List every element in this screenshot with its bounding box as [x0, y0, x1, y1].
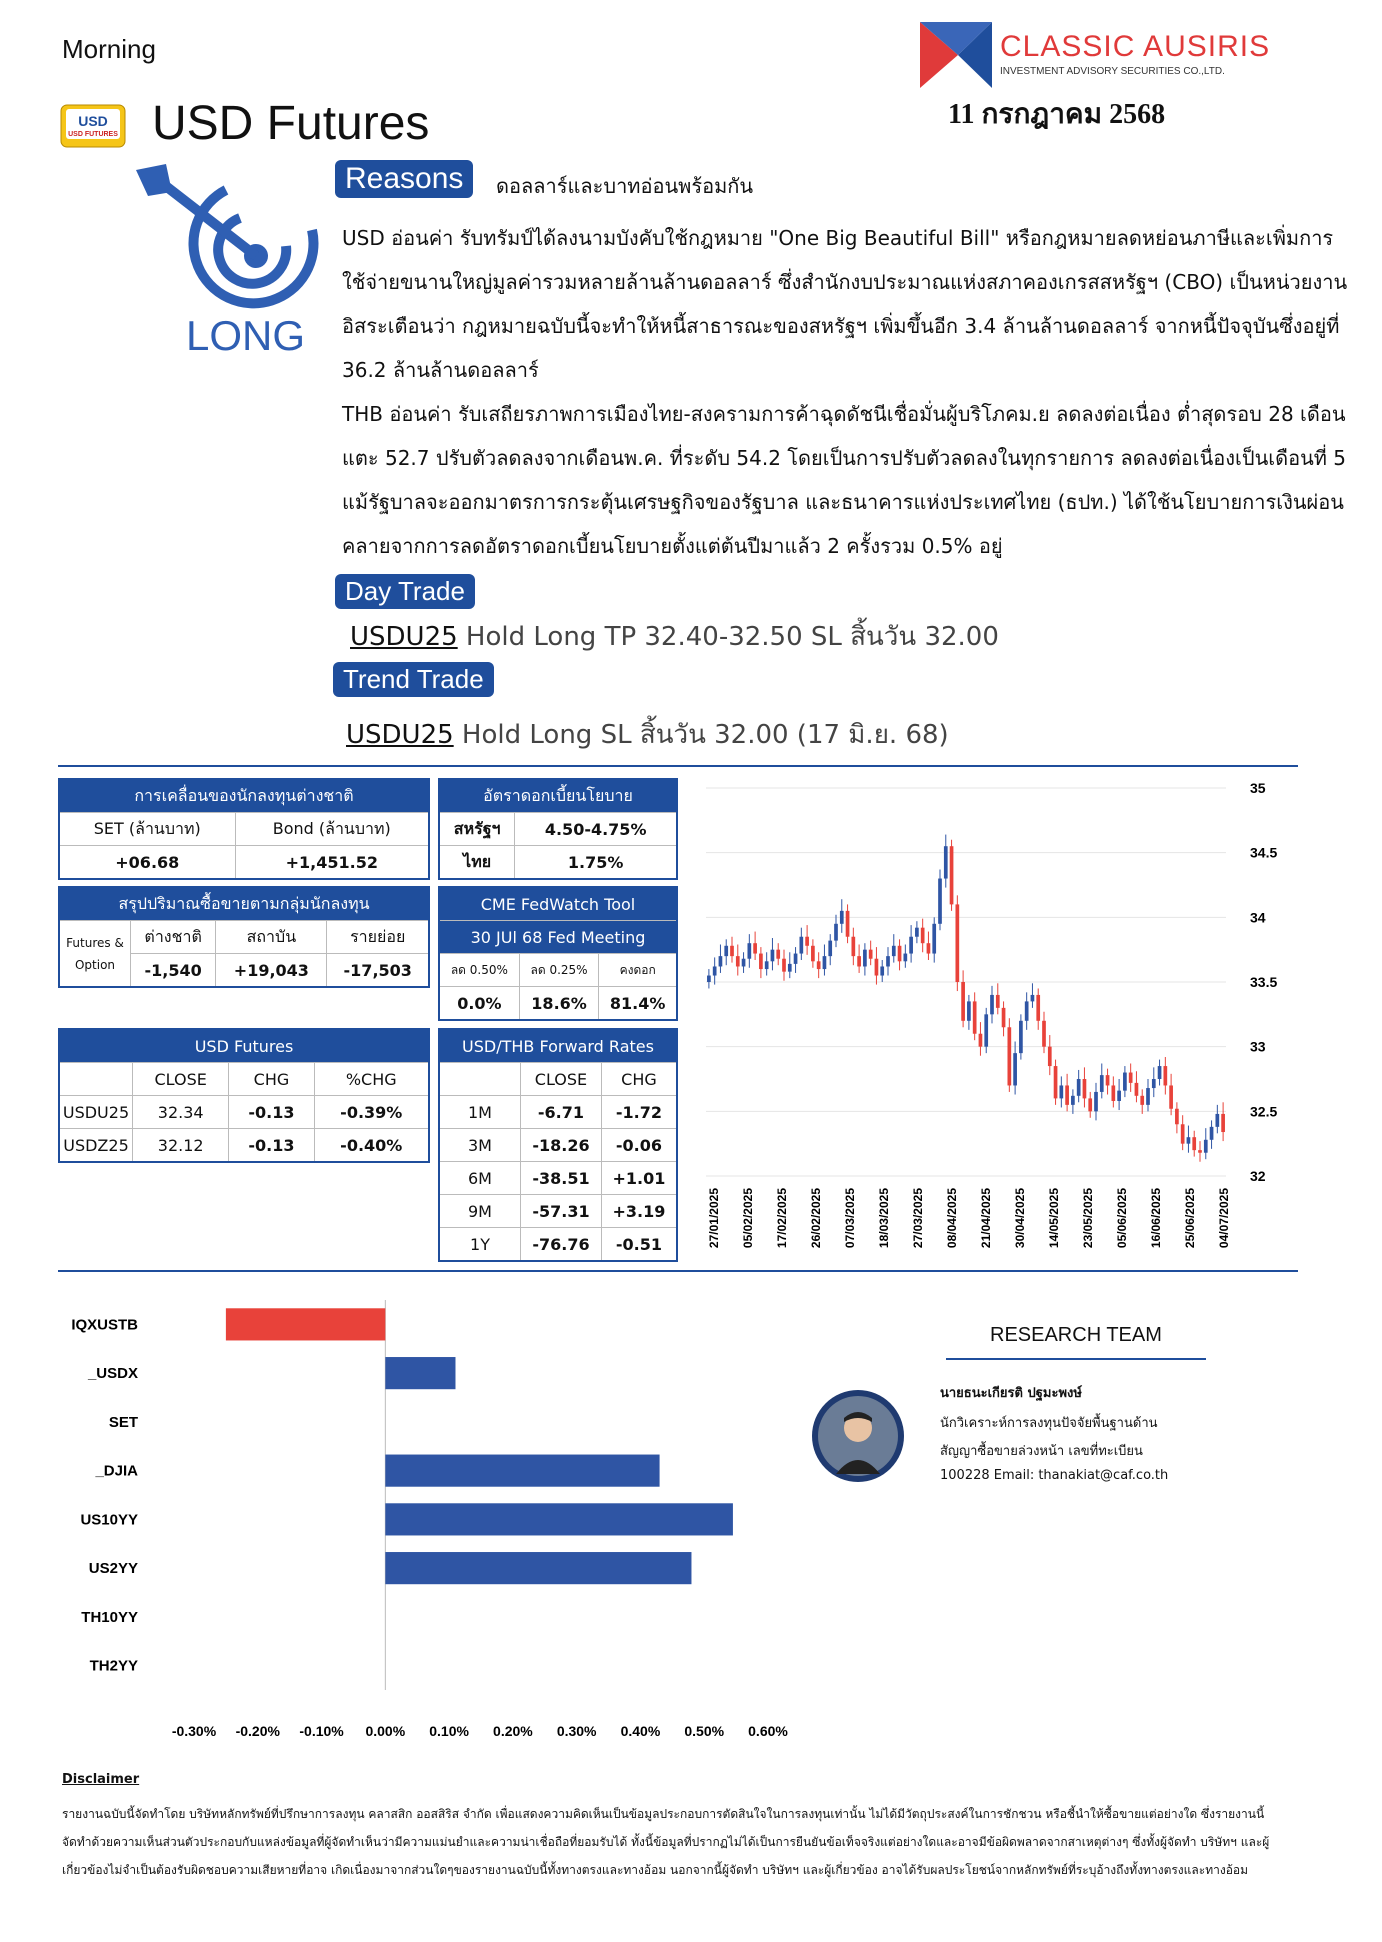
- candle-body: [742, 959, 746, 967]
- candle-body: [1059, 1085, 1063, 1098]
- policy-rate-title: อัตราดอกเบี้ยนโยบาย: [439, 779, 677, 813]
- table-row: [439, 1228, 677, 1262]
- policy-rate-table: [438, 778, 678, 880]
- candle-body: [707, 976, 711, 982]
- fedwatch-header: ลด 0.50%: [439, 954, 519, 987]
- candle-body: [1071, 1096, 1075, 1105]
- table-row: [439, 1162, 677, 1195]
- usd-futures-header: %CHG: [314, 1063, 429, 1096]
- candle-body: [724, 946, 728, 956]
- candle-body: [886, 956, 890, 966]
- candle-body: [1181, 1124, 1185, 1143]
- candle-body: [875, 959, 879, 976]
- candle-body: [851, 937, 855, 956]
- table-row: [59, 1129, 429, 1163]
- y-tick-label: 35: [1250, 780, 1266, 796]
- y-tick-label: 32: [1250, 1168, 1266, 1184]
- candle-body: [898, 946, 902, 962]
- usd-futures-candlestick-chart: [696, 776, 1296, 1276]
- table-row: [59, 1096, 429, 1129]
- investor-row-label1: Futures &: [66, 935, 124, 950]
- bar-category-label: US2YY: [88, 1560, 138, 1578]
- reasons-subtitle: ดอลลาร์และบาทอ่อนพร้อมกัน: [496, 174, 754, 198]
- x-tick-label: 27/01/2025: [707, 1188, 721, 1249]
- analyst-contact: 100228 Email: thanakiat@caf.co.th: [940, 1468, 1169, 1483]
- usd-futures-corner: [59, 1063, 133, 1096]
- candle-body: [823, 956, 827, 969]
- forward-close: -6.71: [521, 1096, 602, 1129]
- x-tick-label: 26/02/2025: [809, 1188, 823, 1249]
- forward-close: -57.31: [521, 1195, 602, 1228]
- x-tick-label: 25/06/2025: [1183, 1188, 1197, 1249]
- policy-rate-value: 1.75%: [515, 846, 677, 880]
- candle-body: [903, 954, 907, 962]
- reasons-tag: Reasons: [335, 160, 473, 198]
- candle-body: [736, 956, 740, 966]
- candle-body: [880, 966, 884, 975]
- x-tick-label: 0.60%: [748, 1723, 788, 1739]
- page-title: USD Futures: [152, 97, 430, 150]
- forward-rates-title: USD/THB Forward Rates: [439, 1029, 677, 1063]
- bar: [385, 1503, 733, 1535]
- candle-body: [753, 943, 757, 953]
- market-change-bar-chart: [58, 1290, 788, 1750]
- x-tick-label: 0.50%: [684, 1723, 725, 1739]
- fedwatch-value: 81.4%: [599, 987, 677, 1021]
- contract-pct: -0.40%: [314, 1129, 429, 1163]
- day-trade-text: Hold Long TP 32.40-32.50 SL สิ้นวัน 32.00: [457, 622, 999, 652]
- candle-body: [1187, 1137, 1191, 1143]
- candle-body: [1146, 1088, 1150, 1105]
- investor-row-label: [59, 921, 131, 988]
- investor-summary-table: [58, 886, 430, 988]
- candle-body: [996, 995, 1000, 1008]
- y-tick-label: 32.5: [1250, 1103, 1278, 1120]
- trend-trade-tag: Trend Trade: [333, 662, 494, 697]
- candle-body: [840, 911, 844, 924]
- x-tick-label: 0.00%: [365, 1723, 406, 1739]
- candle-body: [1192, 1137, 1196, 1150]
- x-tick-label: 08/04/2025: [945, 1188, 959, 1249]
- contract-pct: -0.39%: [314, 1096, 429, 1129]
- bar-category-label: IQXUSTB: [71, 1316, 138, 1334]
- forward-chg: -0.51: [601, 1228, 677, 1262]
- report-date: 11 กรกฎาคม 2568: [948, 99, 1166, 130]
- y-tick-label: 33.5: [1250, 974, 1278, 990]
- candle-body: [782, 959, 786, 972]
- candle-body: [990, 995, 994, 1014]
- bar: [385, 1455, 659, 1487]
- disclaimer-text: รายงานฉบับนี้จัดทำโดย บริษัทหลักทรัพย์ที่ปรึกษาการลงทุน คลาสสิก ออสสิริส จำกัด เพื่อแสดงความคิดเห็นเป็นข้อมูลประกอบการตัดสินใจในการลงทุนเท่านั้น ไม่ได้มีวัตถุประสงค์ในการชักชวน หรือชี้นำให้ซื้อขายแต่อย่างใด ซึ่งรายงานนี้ จัดทำด้วยความเห็นส่วนตัวประกอบกับแหล่งข้อมูลที่ผู้จัดทำเห็นว่ามีความแม่นยำและความน่าเชื่อถือที่ยอมรับได้ ทั้งนี้ข้อมูลที่ปรากฏไม่ได้เป็นการยืนยันข้อเท็จจริงแต่อย่างใดและอาจมีข้อผิดพลาดจากสาเหตุต่างๆ ซึ่งทั้งผู้จัดทำ บริษัทฯ และผู้เกี่ยวข้องไม่จำเป็นต้องรับผิดชอบความเสียหายที่อาจ เกิดเนื่องมาจากส่วนใดๆของรายงานฉบับนี้ทั้งทางตรงและทางอ้อม นอกจากนี้ผู้จัดทำ บริษัทฯ และผู้เกี่ยวข้อง อาจได้รับผลประโยชน์จากหลักทรัพย์ที่ระบุอ้างถึงทั้งทางตรงและทางอ้อม: [62, 1807, 1270, 1877]
- usd-futures-header: CLOSE: [133, 1063, 229, 1096]
- candle-body: [811, 946, 815, 962]
- investor-value: +19,043: [216, 954, 327, 988]
- x-tick-label: 30/04/2025: [1013, 1188, 1027, 1249]
- x-tick-label: -0.10%: [299, 1723, 344, 1739]
- forward-tenor: 3M: [439, 1129, 521, 1162]
- candle-body: [944, 846, 948, 878]
- candle-body: [1175, 1109, 1179, 1125]
- contract-chg: -0.13: [229, 1129, 314, 1163]
- candle-body: [805, 937, 809, 946]
- forward-tenor: 1Y: [439, 1228, 521, 1262]
- investor-summary-title: สรุปปริมาณซื้อขายตามกลุ่มนักลงทุน: [59, 887, 429, 921]
- candle-body: [1065, 1085, 1069, 1104]
- forward-header: CLOSE: [521, 1063, 602, 1096]
- svg-text:USD: USD: [78, 113, 108, 129]
- target-icon: [136, 160, 326, 310]
- x-tick-label: 21/04/2025: [979, 1188, 993, 1249]
- foreign-flow-val1: +06.68: [59, 846, 235, 880]
- fedwatch-header: คงดอก: [599, 954, 677, 987]
- candle-body: [892, 946, 896, 956]
- trend-trade-symbol: USDU25: [346, 720, 454, 750]
- bar: [385, 1357, 455, 1389]
- table-row: [439, 1195, 677, 1228]
- policy-rate-value: 4.50-4.75%: [515, 813, 677, 846]
- investor-value: -1,540: [131, 954, 216, 988]
- forward-close: -18.26: [521, 1129, 602, 1162]
- forward-chg: -0.06: [601, 1129, 677, 1162]
- candle-body: [1042, 1021, 1046, 1047]
- fedwatch-table: [438, 886, 678, 1021]
- candle-body: [1169, 1085, 1173, 1108]
- trend-trade-text: Hold Long SL สิ้นวัน 32.00 (17 มิ.ย. 68): [453, 720, 949, 750]
- foreign-flow-table: [58, 778, 430, 880]
- bar-category-label: _DJIA: [95, 1462, 138, 1480]
- candle-body: [1158, 1066, 1162, 1079]
- y-tick-label: 33: [1250, 1038, 1266, 1055]
- candle-body: [1140, 1096, 1144, 1105]
- candle-body: [1094, 1092, 1098, 1111]
- x-tick-label: 07/03/2025: [843, 1188, 857, 1249]
- day-trade-symbol: USDU25: [350, 622, 458, 652]
- candle-body: [1135, 1083, 1139, 1096]
- bar: [226, 1308, 385, 1340]
- candle-body: [909, 937, 913, 954]
- fedwatch-header: ลด 0.25%: [519, 954, 599, 987]
- x-tick-label: -0.30%: [171, 1723, 217, 1739]
- y-tick-label: 34: [1250, 909, 1266, 926]
- candle-body: [869, 950, 873, 959]
- foreign-flow-title: การเคลื่อนของนักลงทุนต่างชาติ: [59, 779, 429, 813]
- x-tick-label: 0.20%: [493, 1723, 533, 1739]
- table-row: [439, 1096, 677, 1129]
- usd-futures-table: [58, 1028, 430, 1163]
- brand-subtitle: INVESTMENT ADVISORY SECURITIES CO.,LTD.: [1000, 66, 1225, 77]
- candle-body: [1215, 1114, 1219, 1127]
- candle-body: [834, 924, 838, 941]
- day-trade-tag: Day Trade: [335, 574, 475, 609]
- candle-body: [1025, 1001, 1029, 1020]
- fedwatch-subtitle: 30 JUl 68 Fed Meeting: [439, 921, 677, 954]
- candle-body: [788, 964, 792, 972]
- usd-futures-title: USD Futures: [59, 1029, 429, 1063]
- candle-body: [817, 961, 821, 969]
- candle-body: [846, 911, 850, 937]
- day-trade-line: [350, 616, 999, 657]
- candle-body: [984, 1014, 988, 1046]
- candle-body: [863, 950, 867, 967]
- fedwatch-value: 18.6%: [519, 987, 599, 1021]
- forward-tenor: 1M: [439, 1096, 521, 1129]
- candle-body: [776, 950, 780, 959]
- candle-body: [1106, 1075, 1110, 1085]
- x-tick-label: -0.20%: [235, 1723, 280, 1739]
- candle-body: [765, 961, 769, 969]
- policy-rate-name: สหรัฐฯ: [439, 813, 515, 846]
- candle-body: [1019, 1021, 1023, 1053]
- forward-chg: +3.19: [601, 1195, 677, 1228]
- x-tick-label: 0.40%: [620, 1723, 661, 1739]
- disclaimer-title: Disclaimer: [62, 1772, 140, 1787]
- x-tick-label: 05/02/2025: [741, 1188, 755, 1249]
- candle-body: [938, 879, 942, 924]
- contract-name: USDU25: [59, 1096, 133, 1129]
- foreign-flow-col1: SET (ล้านบาท): [59, 813, 235, 846]
- candle-body: [1077, 1079, 1081, 1096]
- candle-body: [1163, 1066, 1167, 1085]
- usd-futures-header: CHG: [229, 1063, 314, 1096]
- candle-body: [747, 943, 751, 959]
- candle-body: [1100, 1075, 1104, 1092]
- candle-body: [950, 846, 954, 904]
- candle-body: [932, 924, 936, 954]
- divider-bottom: [58, 1270, 1298, 1272]
- candle-body: [967, 1001, 971, 1020]
- session-label: Morning: [62, 34, 156, 64]
- bar-category-label: SET: [108, 1413, 138, 1431]
- candle-body: [1210, 1127, 1214, 1140]
- analyst-license: สัญญาซื้อขายล่วงหน้า เลขที่ทะเบียน: [940, 1444, 1143, 1459]
- candle-body: [927, 943, 931, 953]
- candle-body: [771, 950, 775, 962]
- brand-logo-icon: [920, 22, 992, 88]
- forward-corner: [439, 1063, 521, 1096]
- candle-body: [1111, 1085, 1115, 1101]
- candle-body: [1088, 1098, 1092, 1111]
- forward-close: -76.76: [521, 1228, 602, 1262]
- candle-body: [1117, 1091, 1121, 1101]
- investor-header: สถาบัน: [216, 921, 327, 954]
- candle-body: [1204, 1140, 1208, 1153]
- candle-body: [955, 904, 959, 982]
- trend-trade-line: [346, 714, 949, 755]
- x-tick-label: 05/06/2025: [1115, 1188, 1129, 1249]
- candle-body: [1129, 1073, 1133, 1083]
- analyst-name: นายธนะเกียรติ ปฐมะพงษ์: [940, 1386, 1082, 1401]
- candle-body: [713, 966, 717, 975]
- bar-category-label: _USDX: [87, 1365, 138, 1383]
- candle-body: [973, 1001, 977, 1033]
- candle-body: [1152, 1079, 1156, 1088]
- candle-body: [1036, 995, 1040, 1021]
- research-divider: [946, 1358, 1206, 1360]
- investor-header: รายย่อย: [327, 921, 429, 954]
- x-tick-label: 0.30%: [556, 1723, 597, 1739]
- candle-body: [1221, 1114, 1225, 1132]
- candle-body: [921, 928, 925, 944]
- x-tick-label: 23/05/2025: [1081, 1188, 1095, 1249]
- x-tick-label: 18/03/2025: [877, 1188, 891, 1249]
- forward-close: -38.51: [521, 1162, 602, 1195]
- candle-body: [1048, 1047, 1052, 1066]
- candle-body: [1198, 1150, 1202, 1153]
- forward-tenor: 9M: [439, 1195, 521, 1228]
- reason-thb: THB อ่อนค่า รับเสถียรภาพการเมืองไทย-สงครามการค้าฉุดดัชนีเชื่อมั่นผู้บริโภคม.ย ลดลงต่อเนื่อง ต่ำสุดรอบ 28 เดือน แตะ 52.7 ปรับตัวลดลงจากเดือนพ.ค. ที่ระดับ 54.2 โดยเป็นการปรับตัวลดลงในทุกรายการ ลดลงต่อเนื่องเป็นเดือนที่ 5 แม้รัฐบาลจะออกมาตรการกระตุ้นเศรษฐกิจของรัฐบาล และธนาคารแห่งประเทศไทย (ธปท.) ได้ใช้นโยบายการเงินผ่อนคลายจากการลดอัตราดอกเบี้ยนโยบายตั้งแต่ต้นปีมาแล้ว 2 ครั้งรวม 0.5% อยู่: [342, 402, 1347, 558]
- bar-category-label: TH10YY: [81, 1608, 138, 1626]
- fedwatch-value: 0.0%: [439, 987, 519, 1021]
- candle-body: [979, 1034, 983, 1047]
- candle-body: [828, 941, 832, 957]
- foreign-flow-col2: Bond (ล้านบาท): [235, 813, 429, 846]
- bar: [385, 1552, 691, 1584]
- candle-body: [719, 956, 723, 966]
- x-tick-label: 04/07/2025: [1217, 1188, 1231, 1249]
- bar-category-label: TH2YY: [89, 1657, 138, 1675]
- candle-body: [730, 946, 734, 956]
- candle-body: [915, 928, 919, 937]
- analyst-avatar: [810, 1388, 906, 1484]
- investor-header: ต่างชาติ: [131, 921, 216, 954]
- contract-close: 32.34: [133, 1096, 229, 1129]
- usd-futures-badge-icon: [60, 104, 126, 148]
- candle-body: [1002, 1008, 1006, 1027]
- contract-name: USDZ25: [59, 1129, 133, 1163]
- candle-body: [1083, 1079, 1087, 1098]
- x-tick-label: 0.10%: [429, 1723, 469, 1739]
- analyst-role: นักวิเคราะห์การลงทุนปัจจัยพื้นฐานด้าน: [940, 1416, 1158, 1431]
- divider-top: [58, 765, 1298, 767]
- investor-value: -17,503: [327, 954, 429, 988]
- candle-body: [1013, 1053, 1017, 1085]
- candle-body: [794, 954, 798, 964]
- x-tick-label: 14/05/2025: [1047, 1188, 1061, 1249]
- table-row: [439, 1129, 677, 1162]
- forward-tenor: 6M: [439, 1162, 521, 1195]
- contract-chg: -0.13: [229, 1096, 314, 1129]
- candle-body: [1007, 1027, 1011, 1085]
- x-tick-label: 17/02/2025: [775, 1188, 789, 1249]
- candle-body: [1031, 995, 1035, 1001]
- reason-usd: USD อ่อนค่า รับทรัมป์ได้ลงนามบังคับใช้กฎหมาย "One Big Beautiful Bill" หรือกฎหมายลดหย่อนภาษีและเพิ่มการใช้จ่ายขนานใหญ่มูลค่ารวมหลายล้านล้านดอลลาร์ ซึ่งสำนักงบประมาณแห่งสภาคองเกรสสหรัฐฯ (CBO) เป็นหน่วยงานอิสระเตือนว่า กฎหมายฉบับนี้จะทำให้หนี้สาธารณะของสหรัฐฯ เพิ่มขึ้นอีก 3.4 ล้านล้านดอลลาร์ จากหนี้ปัจจุบันซึ่งอยู่ที่ 36.2 ล้านล้านดอลลาร์: [342, 226, 1348, 382]
- candle-body: [799, 937, 803, 954]
- candle-body: [759, 954, 763, 970]
- forward-chg: +1.01: [601, 1162, 677, 1195]
- brand-name: CLASSIC AUSIRIS: [1000, 30, 1271, 63]
- contract-close: 32.12: [133, 1129, 229, 1163]
- forward-rates-table: [438, 1028, 678, 1262]
- investor-row-label2: Option: [74, 957, 116, 972]
- forward-chg: -1.72: [601, 1096, 677, 1129]
- x-tick-label: 27/03/2025: [911, 1188, 925, 1249]
- position-label: LONG: [186, 312, 306, 359]
- x-tick-label: 16/06/2025: [1149, 1188, 1163, 1249]
- candle-body: [857, 956, 861, 966]
- research-team-title: RESEARCH TEAM: [990, 1324, 1162, 1346]
- foreign-flow-val2: +1,451.52: [235, 846, 429, 880]
- bar-category-label: US10YY: [80, 1511, 138, 1529]
- candle-body: [1054, 1066, 1058, 1098]
- forward-header: CHG: [601, 1063, 677, 1096]
- candle-body: [1123, 1073, 1127, 1091]
- badge-text: USD FUTURES: [68, 131, 118, 138]
- policy-rate-name: ไทย: [439, 846, 515, 880]
- y-tick-label: 34.5: [1250, 844, 1278, 861]
- fedwatch-title: CME FedWatch Tool: [439, 887, 677, 921]
- candle-body: [961, 982, 965, 1021]
